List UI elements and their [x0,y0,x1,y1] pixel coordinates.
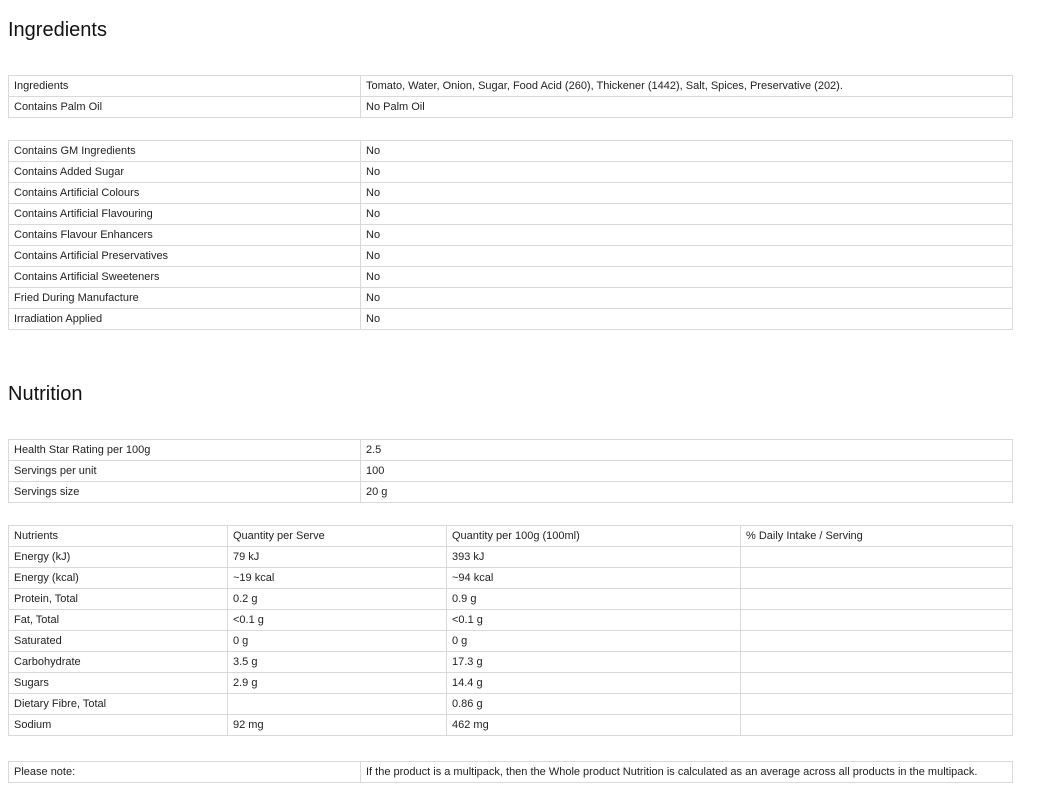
row-label: Servings per unit [9,461,361,482]
row-label: Contains Artificial Flavouring [9,204,361,225]
table-row [9,225,1013,246]
column-header: % Daily Intake / Serving [741,526,1013,547]
row-value: No [361,309,1013,330]
table-header-row [9,526,1013,547]
table-row [9,204,1013,225]
column-header: Nutrients [9,526,228,547]
table-row [9,76,1013,97]
table-row [9,183,1013,204]
note-table [8,761,1013,783]
daily-intake [741,589,1013,610]
quantity-per-100g: 14.4 g [447,673,741,694]
daily-intake [741,610,1013,631]
table-row [9,461,1013,482]
row-value: No [361,183,1013,204]
daily-intake [741,547,1013,568]
row-value: 100 [361,461,1013,482]
row-value: No [361,141,1013,162]
quantity-per-serve: 79 kJ [228,547,447,568]
quantity-per-serve: <0.1 g [228,610,447,631]
row-value: Tomato, Water, Onion, Sugar, Food Acid (260), Thickener (1442), Salt, Spices, Preservative (202). [361,76,1013,97]
quantity-per-serve: 0.2 g [228,589,447,610]
nutrients-table [8,525,1013,736]
nutrient-name: Energy (kJ) [9,547,228,568]
row-label: Irradiation Applied [9,309,361,330]
nutrient-name: Dietary Fibre, Total [9,694,228,715]
row-value: No [361,225,1013,246]
dietary-flags-table [8,140,1013,330]
table-row [9,547,1013,568]
daily-intake [741,694,1013,715]
ingredients-heading: Ingredients [8,19,107,41]
table-row [9,631,1013,652]
ingredients-table [8,75,1013,118]
quantity-per-100g: ~94 kcal [447,568,741,589]
note-label: Please note: [9,762,361,783]
table-row [9,652,1013,673]
table-row [9,288,1013,309]
row-label: Contains Artificial Colours [9,183,361,204]
row-value: 2.5 [361,440,1013,461]
quantity-per-serve: 3.5 g [228,652,447,673]
table-row [9,589,1013,610]
nutrient-name: Sodium [9,715,228,736]
note-text: If the product is a multipack, then the Whole product Nutrition is calculated as an average across all products in the multipack. [361,762,1013,783]
nutrient-name: Carbohydrate [9,652,228,673]
quantity-per-serve: 0 g [228,631,447,652]
row-label: Contains Added Sugar [9,162,361,183]
quantity-per-serve: 2.9 g [228,673,447,694]
daily-intake [741,715,1013,736]
row-value: 20 g [361,482,1013,503]
row-value: No [361,204,1013,225]
quantity-per-100g: 0.86 g [447,694,741,715]
column-header: Quantity per 100g (100ml) [447,526,741,547]
nutrition-summary-table [8,439,1013,503]
quantity-per-100g: <0.1 g [447,610,741,631]
table-row [9,762,1013,783]
daily-intake [741,673,1013,694]
table-row [9,610,1013,631]
nutrition-heading: Nutrition [8,383,83,405]
row-value: No [361,162,1013,183]
column-header: Quantity per Serve [228,526,447,547]
table-row [9,309,1013,330]
table-row [9,440,1013,461]
quantity-per-100g: 393 kJ [447,547,741,568]
quantity-per-100g: 0 g [447,631,741,652]
quantity-per-100g: 0.9 g [447,589,741,610]
daily-intake [741,631,1013,652]
row-value: No [361,288,1013,309]
daily-intake [741,568,1013,589]
quantity-per-serve: 92 mg [228,715,447,736]
table-row [9,673,1013,694]
table-row [9,141,1013,162]
nutrient-name: Saturated [9,631,228,652]
row-label: Contains Artificial Sweeteners [9,267,361,288]
table-row [9,482,1013,503]
table-row [9,715,1013,736]
row-label: Fried During Manufacture [9,288,361,309]
row-label: Contains Palm Oil [9,97,361,118]
table-row [9,162,1013,183]
daily-intake [741,652,1013,673]
table-row [9,97,1013,118]
nutrient-name: Protein, Total [9,589,228,610]
row-label: Health Star Rating per 100g [9,440,361,461]
table-row [9,246,1013,267]
row-value: No [361,267,1013,288]
quantity-per-serve [228,694,447,715]
row-label: Servings size [9,482,361,503]
nutrient-name: Sugars [9,673,228,694]
row-label: Contains GM Ingredients [9,141,361,162]
table-row [9,267,1013,288]
row-label: Contains Artificial Preservatives [9,246,361,267]
row-label: Contains Flavour Enhancers [9,225,361,246]
table-row [9,568,1013,589]
quantity-per-100g: 462 mg [447,715,741,736]
table-row [9,694,1013,715]
row-label: Ingredients [9,76,361,97]
nutrient-name: Fat, Total [9,610,228,631]
row-value: No Palm Oil [361,97,1013,118]
quantity-per-100g: 17.3 g [447,652,741,673]
quantity-per-serve: ~19 kcal [228,568,447,589]
nutrient-name: Energy (kcal) [9,568,228,589]
row-value: No [361,246,1013,267]
